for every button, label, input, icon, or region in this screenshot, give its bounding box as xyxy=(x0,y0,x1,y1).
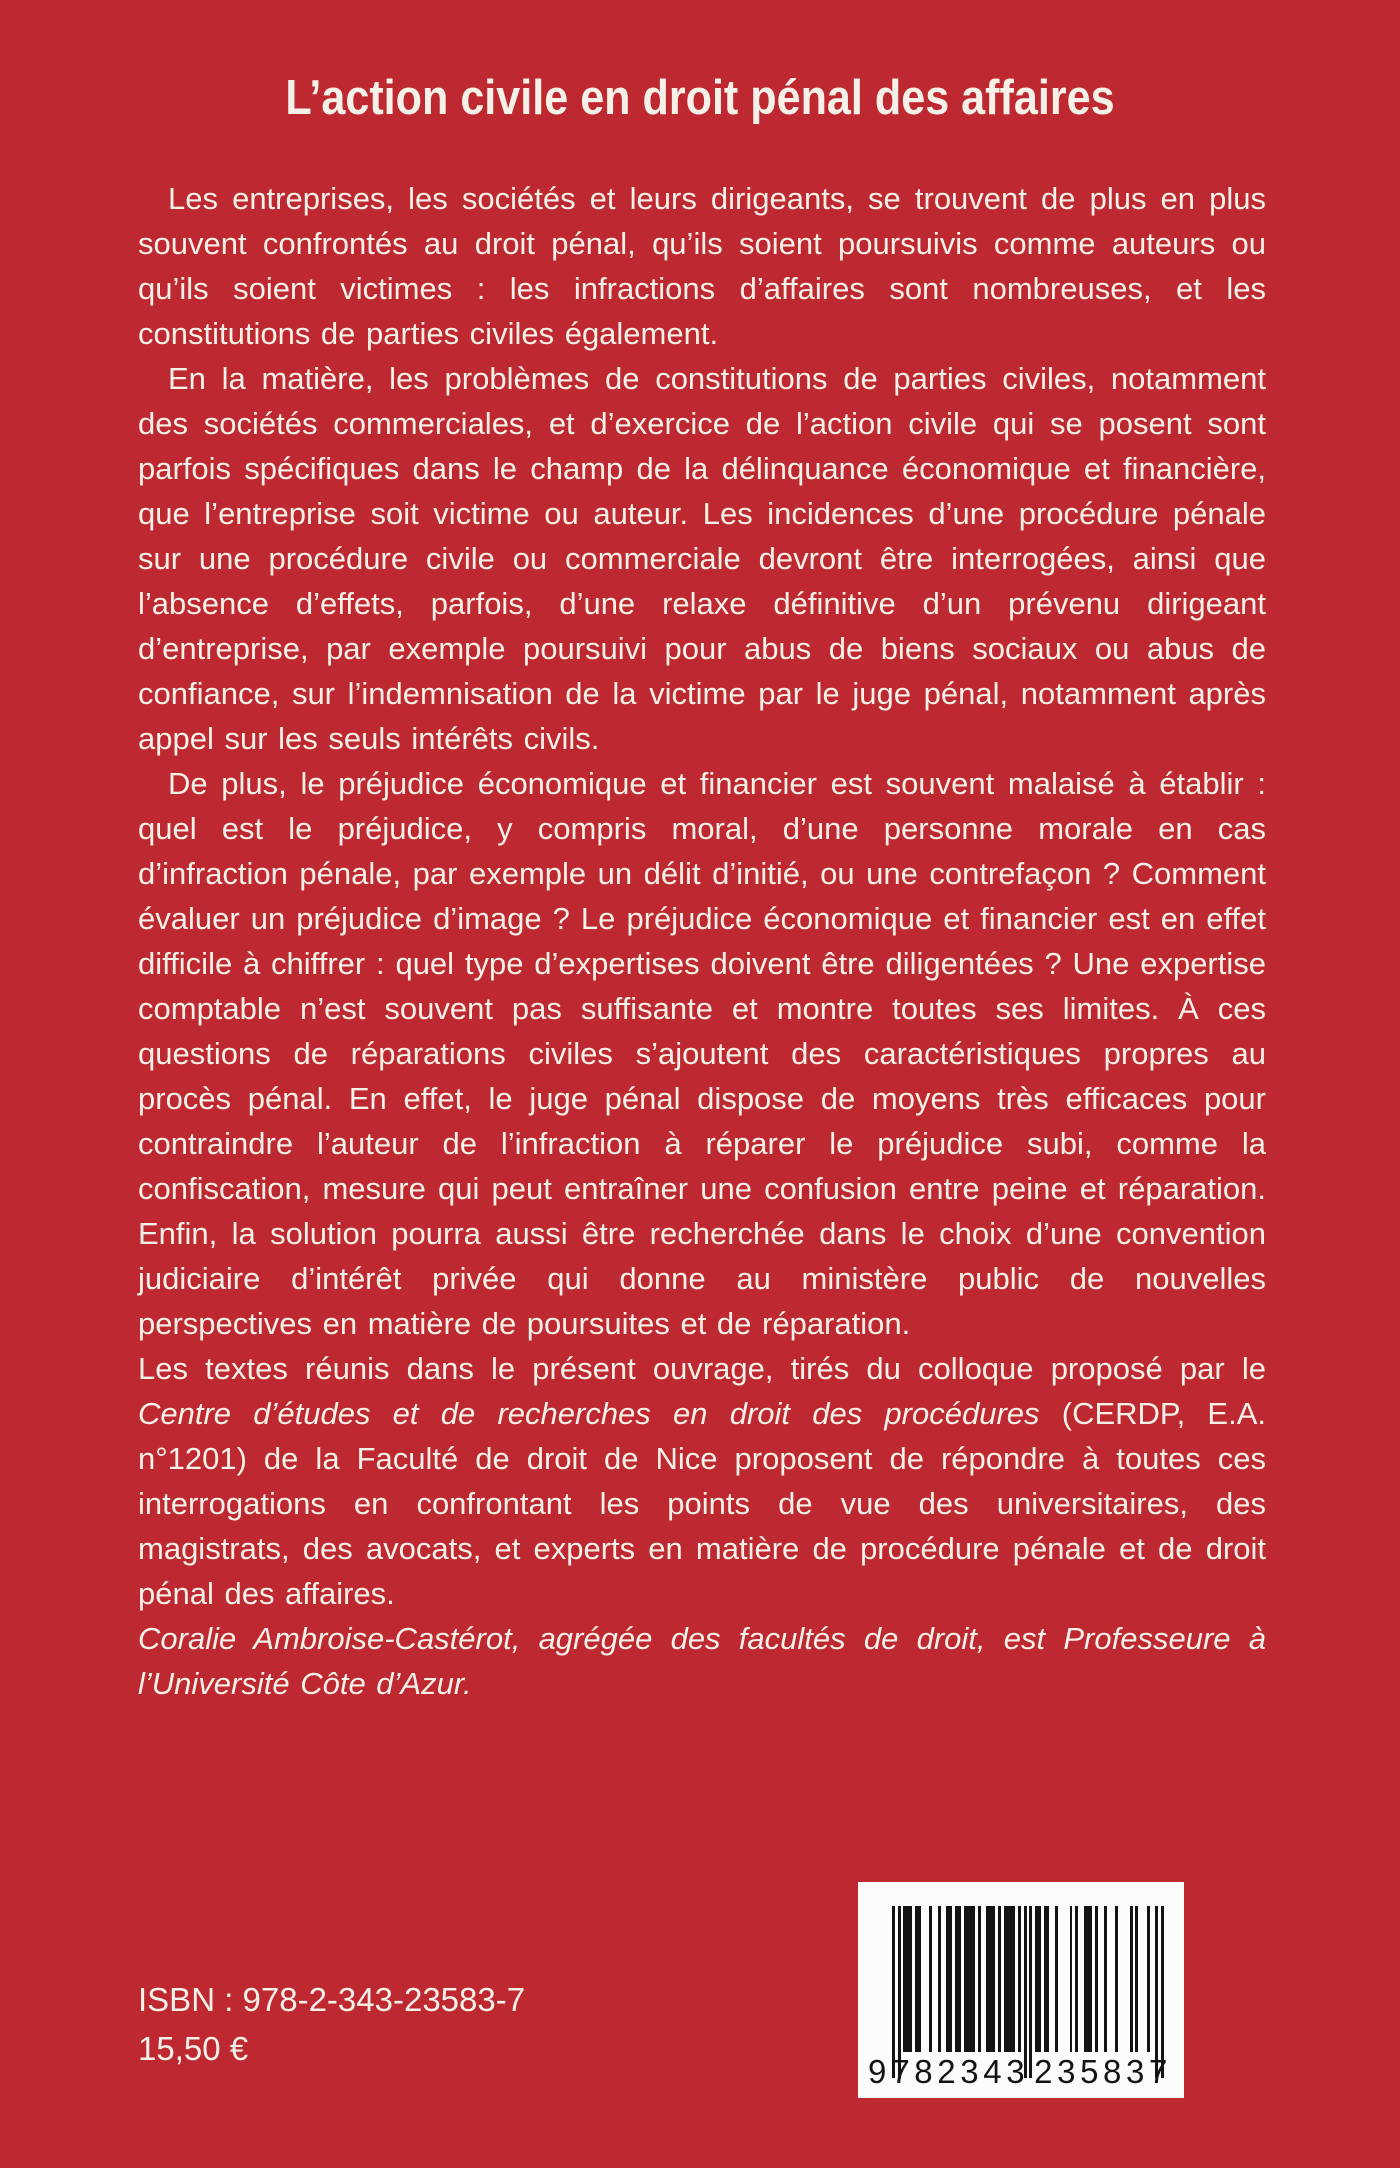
barcode-bar xyxy=(978,1906,981,2052)
barcode-bar xyxy=(1029,1906,1032,2078)
colloque-text-start: Les textes réunis dans le présent ouvrage, tirés du colloque proposé par le xyxy=(138,1351,1266,1386)
barcode-bar xyxy=(1115,1906,1118,2052)
barcode-bar xyxy=(909,1906,912,2052)
barcode-bar xyxy=(972,1906,975,2052)
barcode-bar xyxy=(1012,1906,1015,2052)
book-title: L’action civile en droit pénal des affaires xyxy=(285,71,1115,125)
barcode-bar xyxy=(958,1906,961,2052)
author-bio: Coralie Ambroise-Castérot, agrégée des facultés de droit, est Professeure à l’Université Côte d’Azur. xyxy=(138,1621,1266,1701)
barcode-bar xyxy=(1047,1906,1050,2052)
barcode-bar xyxy=(1130,1906,1133,2052)
barcode-bar xyxy=(1075,1906,1078,2052)
barcode-bar xyxy=(1147,1906,1150,2052)
barcode xyxy=(858,1882,1184,2098)
barcode-bar xyxy=(1018,1906,1021,2052)
barcode-bar xyxy=(998,1906,1001,2052)
synopsis-paragraph-2: En la matière, les problèmes de constitutions de parties civiles, notamment des sociétés commerciales, et d’exercice de l’action civile qui se posent sont parfois spécifiques dans le champ de la délinquance économique et financière, que l’entreprise soit victime ou auteur. Les incidences d’une procédure pénale sur une procédure civile ou commerciale devront être interrogées, ainsi que l’absence d’effets, parfois, d’une relaxe définitive d’un prévenu dirigeant d’entreprise, par exemple poursuivi pour abus de biens sociaux ou abus de confiance, sur l’indemnisation de la victime par le juge pénal, notamment après appel sur les seuls intérêts civils. xyxy=(138,361,1266,756)
synopsis-paragraph-1: Les entreprises, les sociétés et leurs dirigeants, se trouvent de plus en plus souvent confrontés au droit pénal, qu’ils soient poursuivis comme auteurs ou qu’ils soient victimes : les infractions d’affaires sont nombreuses, et les constitutions de parties civiles également. xyxy=(138,181,1266,351)
isbn-number: ISBN : 978-2-343-23583-7 xyxy=(138,1981,526,2018)
barcode-bar xyxy=(1135,1906,1138,2052)
barcode-bar xyxy=(1090,1906,1093,2052)
barcode-group-2: 235837 xyxy=(1034,2053,1172,2090)
barcode-bars xyxy=(892,1906,1164,2052)
barcode-digits xyxy=(868,2054,1172,2090)
barcode-bar xyxy=(1095,1906,1098,2052)
barcode-group-1: 782343 xyxy=(891,2053,1030,2090)
barcode-bar xyxy=(949,1906,952,2052)
colloque-center-name: Centre d’études et de recherches en droit des procédures xyxy=(138,1396,1040,1431)
barcode-bar xyxy=(1038,1906,1041,2052)
barcode-bar xyxy=(1055,1906,1058,2052)
barcode-bar xyxy=(992,1906,995,2052)
barcode-lead-digit: 9 xyxy=(868,2053,887,2090)
barcode-bar xyxy=(1070,1906,1073,2052)
barcode-bar xyxy=(1104,1906,1107,2052)
synopsis xyxy=(138,176,1266,1706)
synopsis-paragraph-3: De plus, le préjudice économique et financier est souvent malaisé à établir : quel est le préjudice, y compris moral, d’une personne morale en cas d’infraction pénale, par exemple un délit d’initié, ou une contrefaçon ? Comment évaluer un préjudice d’image ? Le préjudice économique et financier est en effet difficile à chiffrer : quel type d’expertises doivent être diligentées ? Une expertise comptable n’est souvent pas suffisante et montre toutes ses limites. À ces questions de réparations civiles s’ajoutent des caractéristiques propres au procès pénal. En effet, le juge pénal dispose de moyens très efficaces pour contraindre l’auteur de l’infraction à réparer le préjudice subi, comme la confiscation, mesure qui peut entraîner une confusion entre peine et réparation. Enfin, la solution pourra aussi être recherchée dans le choix d’une convention judiciaire d’intérêt privée qui donne au ministère public de nouvelles perspectives en matière de poursuites et de réparation. xyxy=(138,766,1266,1341)
price: 15,50 € xyxy=(138,2030,249,2067)
barcode-bar xyxy=(918,1906,921,2052)
barcode-bar xyxy=(938,1906,941,2052)
colloque-text-end: (CERDP, E.A. n°1201) de la Faculté de droit de Nice proposent de répondre à toutes ces interrogations en confrontant les points de vue des universitaires, des magistrats, des avocats, et experts en matière de procédure pénale et de droit pénal des affaires. xyxy=(138,1396,1266,1611)
colloque-paragraph xyxy=(138,1346,1266,1616)
barcode-bar xyxy=(929,1906,932,2052)
isbn-price-block xyxy=(138,1975,525,2073)
